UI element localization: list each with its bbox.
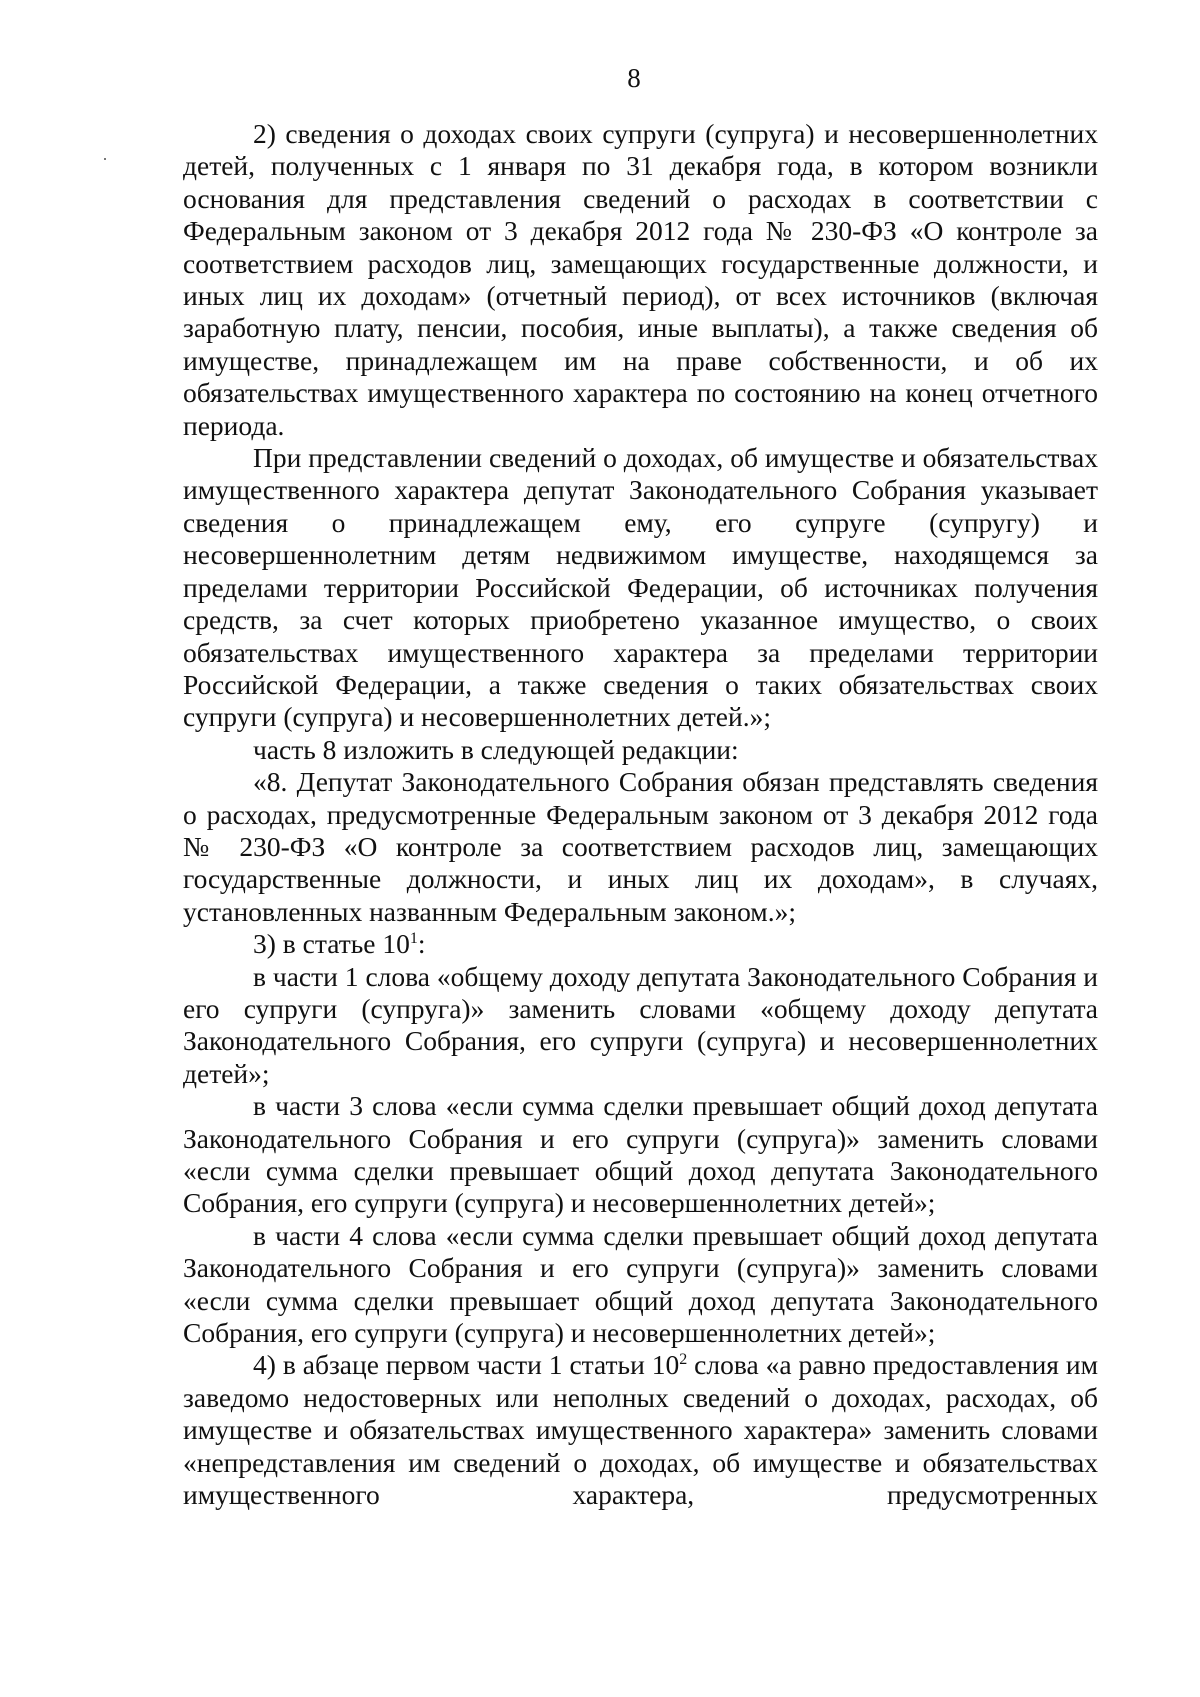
article-10-2-text: 4) в абзаце первом части 1 статьи 10 (253, 1349, 680, 1381)
article-10-2-superscript: 2 (679, 1351, 688, 1369)
paragraph-part-3-amendment: в части 3 слова «если сумма сделки превышает общий доход депутата Законодательного Собрания и его супруги (супруга)» заменить словами «если сумма сделки превышает общий доход депутата Законодательного Собрания, его супруги (супруга) и несовершеннолетних детей»; (183, 1090, 1098, 1219)
paragraph-article-10-2 (183, 1349, 1098, 1511)
paragraph-income-info: 2) сведения о доходах своих супруги (супруга) и несовершеннолетних детей, полученных с 1 января по 31 декабря года, в котором возникли основания для представления сведений о расходах в соответствии с Федеральным законом от 3 декабря 2012 года № 230-ФЗ «О контроле за соответствием расходов лиц, замещающих государственные должности, и иных лиц их доходам» (отчетный период), от всех источников (включая заработную плату, пенсии, пособия, иные выплаты), а также сведения об имуществе, принадлежащем им на праве собственности, и об их обязательствах имущественного характера по состоянию на конец отчетного периода. (183, 118, 1098, 441)
article-10-2-continuation: слова «а равно предоставления им заведомо недостоверных или неполных сведений о доходах, расходах, об имуществе и обязательствах имущественного характера» заменить словами «непредставления им сведений о доходах, об имуществе и обязательствах имущественного характера, предусмотренных (183, 1349, 1098, 1511)
paragraph-part-1-amendment: в части 1 слова «общему доходу депутата Законодательного Собрания и его супруги (супруга)» заменить словами «общему доходу депутата Законодательного Собрания, его супруги (супруга) и несовершеннолетних детей»; (183, 960, 1098, 1089)
page-number: 8 (627, 63, 641, 93)
paragraph-article-10-1 (183, 928, 1098, 960)
scan-speck (104, 158, 106, 160)
article-10-1-superscript: 1 (409, 930, 418, 948)
paragraph-part-8-text: «8. Депутат Законодательного Собрания обязан представлять сведения о расходах, предусмотренные Федеральным законом от 3 декабря 2012 года № 230-ФЗ «О контроле за соответствием расходов лиц, замещающих государственные должности, и иных лиц их доходам», в случаях, установленных названным Федеральным законом.»; (183, 766, 1098, 927)
paragraph-property-abroad: При представлении сведений о доходах, об имуществе и обязательствах имущественного характера депутат Законодательного Собрания указывает сведения о принадлежащем ему, его супруге (супругу) и несовершеннолетним детям недвижимом имуществе, находящемся за пределами территории Российской Федерации, об источниках получения средств, за счет которых приобретено указанное имущество, о своих обязательствах имущественного характера за пределами территории Российской Федерации, а также сведения о таких обязательствах своих супруги (супруга) и несовершеннолетних детей.»; (183, 442, 1098, 733)
article-10-1-colon: : (417, 928, 426, 960)
paragraph-part-8-instruction: часть 8 изложить в следующей редакции: (253, 733, 739, 765)
article-10-1-text: 3) в статье 10 (253, 928, 410, 960)
document-body (183, 118, 1098, 1511)
paragraph-part-4-amendment: в части 4 слова «если сумма сделки превышает общий доход депутата Законодательного Собрания и его супруги (супруга)» заменить словами «если сумма сделки превышает общий доход депутата Законодательного Собрания, его супруги (супруга) и несовершеннолетних детей»; (183, 1219, 1098, 1349)
